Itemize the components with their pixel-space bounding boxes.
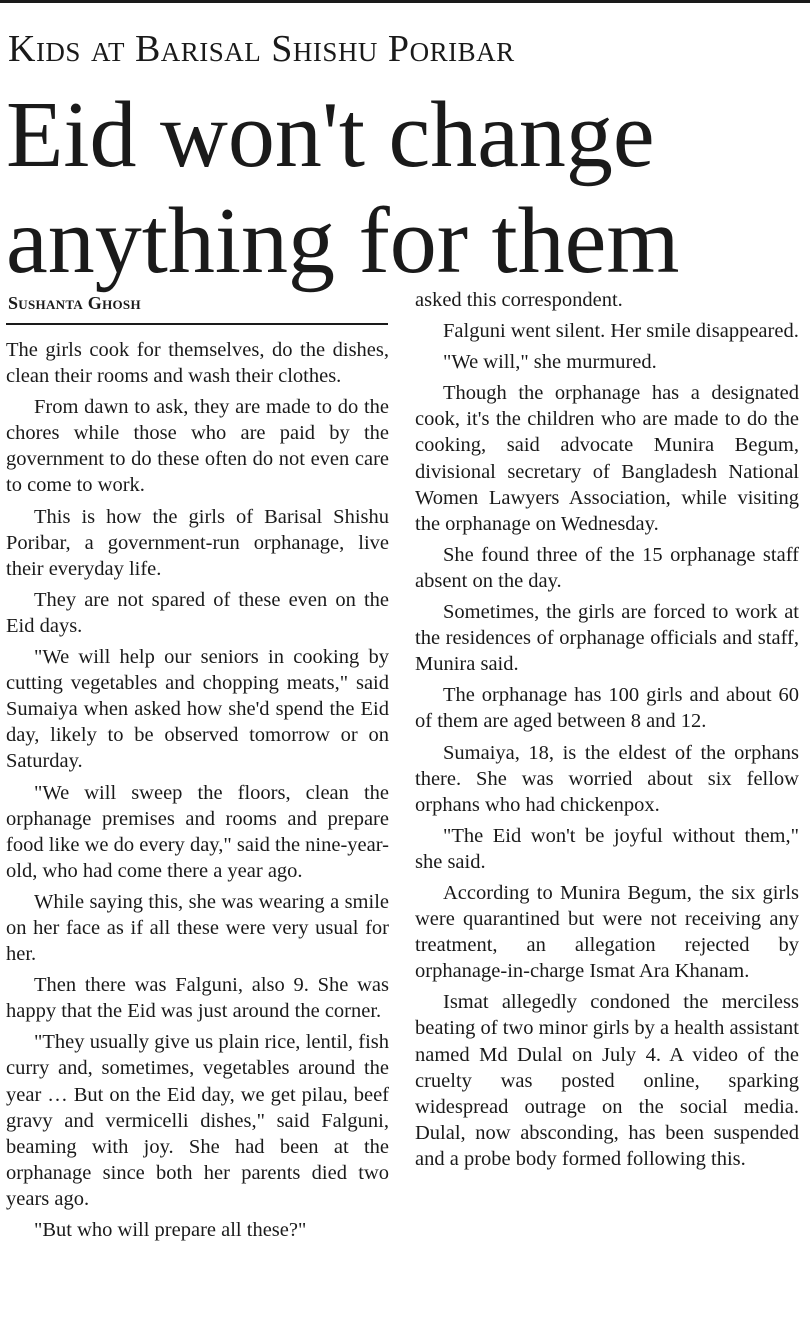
paragraph: Sumaiya, 18, is the eldest of the orphans there. She was worried about six fellow orphans who had chickenpox. (415, 741, 799, 816)
byline-rule (6, 323, 388, 325)
paragraph: "We will sweep the floors, clean the orphanage premises and rooms and prepare food like we do every day," said the nine-year-old, who had come there a year ago. (6, 781, 389, 882)
paragraph: Though the orphanage has a designated cook, it's the children who are made to do the cooking, said advocate Munira Begum, divisional secretary of Bangladesh National Women Lawyers Association, while visiting the orphanage on Wednesday. (415, 382, 799, 535)
paragraph: The orphanage has 100 girls and about 60 of them are aged between 8 and 12. (415, 684, 799, 733)
paragraph: The girls cook for themselves, do the dishes, clean their rooms and wash their clothes. (6, 339, 389, 388)
right-column (415, 287, 799, 1177)
paragraph: "We will," she murmured. (443, 351, 657, 374)
paragraph: asked this correspondent. (415, 289, 623, 311)
paragraph: They are not spared of these even on the Eid days. (6, 588, 389, 637)
headline-line-1: Eid won't change (6, 83, 655, 187)
paragraph: She found three of the 15 orphanage staff absent on the day. (415, 543, 799, 592)
paragraph: Falguni went silent. Her smile disappeared. (443, 320, 799, 343)
paragraph: "They usually give us plain rice, lentil, fish curry and, sometimes, vegetables around the year … But on the Eid day, we get pilau, beef gravy and vermicelli dishes," said Falguni, beaming with joy. She had been at the orphanage since both her parents died two years ago. (6, 1031, 389, 1210)
paragraph: Sometimes, the girls are forced to work at the residences of orphanage officials and staff, Munira said. (415, 601, 799, 676)
paragraph: Then there was Falguni, also 9. She was happy that the Eid was just around the corner. (6, 974, 389, 1023)
byline: Sushanta Ghosh (8, 293, 141, 313)
paragraph: From dawn to ask, they are made to do the chores while those who are paid by the government to do these often do not even care to come to work. (6, 396, 389, 497)
paragraph: "The Eid won't be joyful without them," she said. (415, 824, 799, 873)
paragraph: Ismat allegedly condoned the merciless beating of two minor girls by a health assistant named Md Dulal on July 4. A video of the cruelty was posted online, sparking widespread outrage on the social media. Dulal, now absconding, has been suspended and a probe body formed following this. (415, 991, 799, 1170)
paragraph: According to Munira Begum, the six girls were quarantined but were not receiving any treatment, an allegation rejected by orphanage-in-charge Ismat Ara Khanam. (415, 881, 799, 983)
paragraph: This is how the girls of Barisal Shishu Poribar, a government-run orphanage, live their everyday life. (6, 505, 389, 580)
paragraph: While saying this, she was wearing a smile on her face as if all these were very usual for her. (6, 890, 389, 966)
paragraph: "We will help our seniors in cooking by cutting vegetables and chopping meats," said Sumaiya when asked how she'd spend the Eid day, likely to be observed tomorrow or on Saturday. (6, 646, 389, 773)
top-rule (0, 0, 810, 3)
left-column (6, 337, 389, 1248)
headline-line-2: anything for them (6, 189, 680, 293)
paragraph: "But who will prepare all these?" (34, 1219, 307, 1241)
headline (6, 82, 806, 294)
kicker: Kids at Barisal Shishu Poribar (8, 28, 515, 70)
